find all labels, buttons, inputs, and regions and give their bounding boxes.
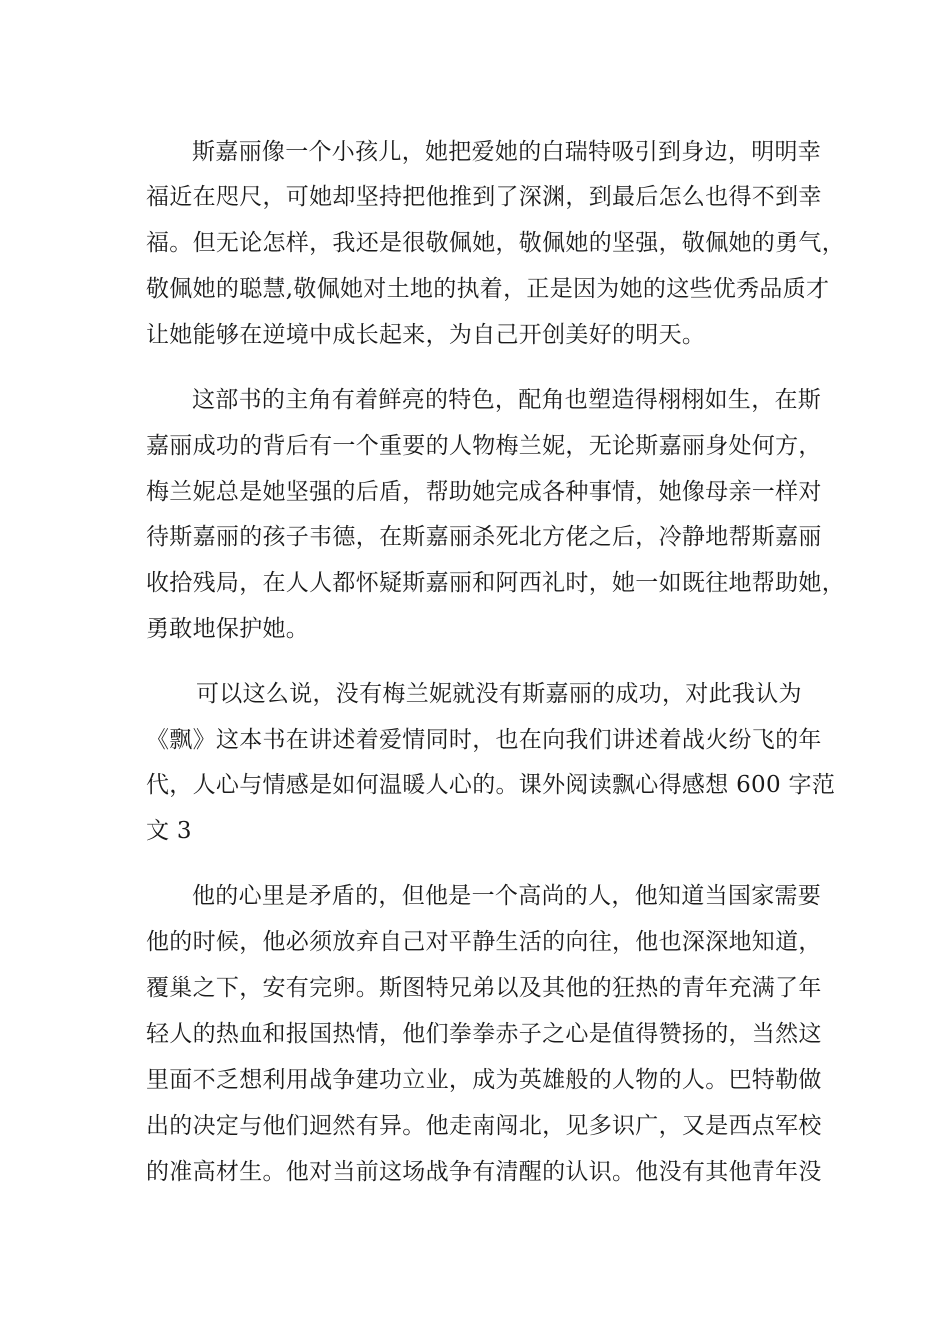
text-line: 轻人的热血和报国热情，他们拳拳赤子之心是值得赞扬的，当然这 [146, 1021, 822, 1047]
text-line: 待斯嘉丽的孩子韦德，在斯嘉丽杀死北方佬之后，冷静地帮斯嘉丽 [146, 524, 822, 550]
text-line: 福近在咫尺，可她却坚持把他推到了深渊，到最后怎么也得不到幸 [146, 184, 822, 210]
text-line: 可以这么说，没有梅兰妮就没有斯嘉丽的成功，对此我认为 [196, 681, 802, 707]
text-line: 嘉丽成功的背后有一个重要的人物梅兰妮，无论斯嘉丽身处何方， [146, 433, 822, 459]
text-line: 里面不乏想利用战争建功立业，成为英雄般的人物的人。巴特勒做 [146, 1067, 822, 1093]
text-line: 的准高材生。他对当前这场战争有清醒的认识。他没有其他青年没 [146, 1159, 822, 1185]
text-line: 斯嘉丽像一个小孩儿，她把爱她的白瑞特吸引到身边，明明幸 [192, 139, 822, 165]
text-line: 福。但无论怎样，我还是很敬佩她，敬佩她的坚强，敬佩她的勇气， [146, 230, 845, 256]
text-line: 收拾残局，在人人都怀疑斯嘉丽和阿西礼时，她一如既往地帮助她， [146, 570, 845, 596]
text-line: 他的心里是矛盾的，但他是一个高尚的人，他知道当国家需要 [192, 883, 822, 909]
text-line: 让她能够在逆境中成长起来，为自己开创美好的明天。 [146, 322, 706, 348]
text-line: 敬佩她的聪慧,敬佩她对土地的执着，正是因为她的这些优秀品质才 [146, 276, 830, 302]
text-line: 梅兰妮总是她坚强的后盾，帮助她完成各种事情，她像母亲一样对 [146, 479, 822, 505]
text-line: 他的时候，他必须放弃自己对平静生活的向往，他也深深地知道， [146, 929, 822, 955]
text-line: 文 3 [146, 818, 192, 844]
text-line: 覆巢之下，安有完卵。斯图特兄弟以及其他的狂热的青年充满了年 [146, 975, 822, 1001]
text-line: 代，人心与情感是如何温暖人心的。课外阅读飘心得感想 600 字范 [146, 772, 836, 798]
text-line: 勇敢地保护她。 [146, 616, 310, 642]
text-line: 《飘》这本书在讲述着爱情同时，也在向我们讲述着战火纷飞的年 [146, 727, 822, 753]
text-line: 这部书的主角有着鲜亮的特色，配角也塑造得栩栩如生，在斯 [192, 387, 822, 413]
text-line: 出的决定与他们迥然有异。他走南闯北，见多识广，又是西点军校 [146, 1113, 822, 1139]
